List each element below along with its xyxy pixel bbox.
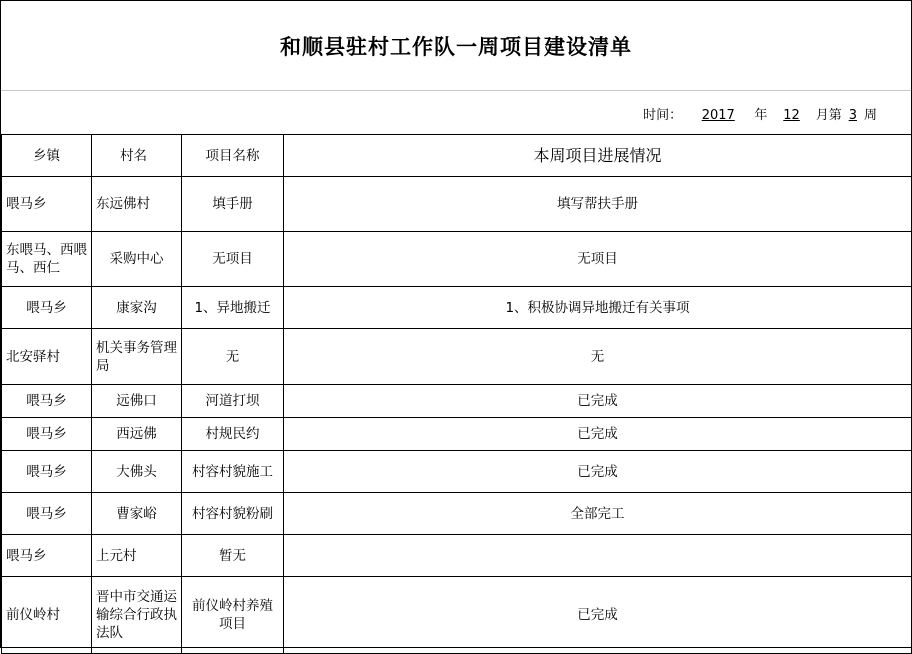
table-row bbox=[2, 577, 912, 654]
cell-village[interactable]: 机关事务管理局 bbox=[92, 329, 182, 385]
header-township[interactable]: 乡镇 bbox=[2, 135, 92, 177]
cell-progress[interactable]: 填写帮扶手册 bbox=[284, 177, 912, 232]
table-row bbox=[2, 493, 912, 535]
cell-village[interactable]: 大佛头 bbox=[92, 451, 182, 493]
cell-project[interactable]: 无 bbox=[182, 329, 284, 385]
cell-progress[interactable]: 已完成 bbox=[284, 451, 912, 493]
cell-progress[interactable]: 全部完工 bbox=[284, 493, 912, 535]
cell-project[interactable]: 村容村貌施工 bbox=[182, 451, 284, 493]
cell-progress[interactable]: 已完成 bbox=[284, 385, 912, 418]
cell-township[interactable]: 前仪岭村 bbox=[2, 577, 92, 654]
table-row bbox=[2, 451, 912, 493]
table-row bbox=[2, 329, 912, 385]
date-line bbox=[1, 91, 911, 134]
cell-progress[interactable]: 已完成 bbox=[284, 577, 912, 654]
header-progress[interactable]: 本周项目进展情况 bbox=[284, 135, 912, 177]
cell-village[interactable]: 曹家峪 bbox=[92, 493, 182, 535]
table-row bbox=[2, 232, 912, 287]
table-row bbox=[2, 418, 912, 451]
year-unit: 年 bbox=[754, 108, 768, 123]
project-table bbox=[1, 134, 912, 654]
table-row bbox=[2, 385, 912, 418]
cell-project[interactable]: 村容村貌粉刷 bbox=[182, 493, 284, 535]
cell-township[interactable]: 喂马乡 bbox=[2, 177, 92, 232]
cell-progress[interactable]: 无 bbox=[284, 329, 912, 385]
cell-project[interactable]: 填手册 bbox=[182, 177, 284, 232]
date-label: 时间： bbox=[643, 108, 683, 123]
table-row bbox=[2, 177, 912, 232]
cell-village[interactable]: 康家沟 bbox=[92, 287, 182, 329]
cell-township[interactable]: 喂马乡 bbox=[2, 535, 92, 577]
cell-township[interactable]: 北安驿村 bbox=[2, 329, 92, 385]
cell-township[interactable]: 喂马乡 bbox=[2, 493, 92, 535]
week-value: 3 bbox=[848, 108, 857, 123]
year-value: 2017 bbox=[701, 108, 735, 123]
cell-project[interactable]: 1、异地搬迁 bbox=[182, 287, 284, 329]
cell-project[interactable]: 暂无 bbox=[182, 535, 284, 577]
table-row bbox=[2, 287, 912, 329]
cell-progress[interactable]: 无项目 bbox=[284, 232, 912, 287]
cell-village[interactable]: 晋中市交通运输综合行政执法队 bbox=[92, 577, 182, 654]
cell-progress[interactable] bbox=[284, 535, 912, 577]
cell-village[interactable]: 采购中心 bbox=[92, 232, 182, 287]
cell-village[interactable]: 远佛口 bbox=[92, 385, 182, 418]
cell-township[interactable]: 喂马乡 bbox=[2, 451, 92, 493]
table-row bbox=[2, 535, 912, 577]
sheet-title: 和顺县驻村工作队一周项目建设清单 bbox=[1, 1, 911, 91]
cell-project[interactable]: 前仪岭村养殖项目 bbox=[182, 577, 284, 654]
header-village[interactable]: 村名 bbox=[92, 135, 182, 177]
cell-township[interactable]: 喂马乡 bbox=[2, 385, 92, 418]
cell-township[interactable]: 喂马乡 bbox=[2, 287, 92, 329]
cell-village[interactable]: 上元村 bbox=[92, 535, 182, 577]
cell-village[interactable]: 西远佛 bbox=[92, 418, 182, 451]
month-value: 12 bbox=[783, 108, 800, 123]
cell-township[interactable]: 喂马乡 bbox=[2, 418, 92, 451]
cell-village[interactable]: 东远佛村 bbox=[92, 177, 182, 232]
table-header-row bbox=[2, 135, 912, 177]
cell-progress[interactable]: 1、积极协调异地搬迁有关事项 bbox=[284, 287, 912, 329]
cell-project[interactable]: 无项目 bbox=[182, 232, 284, 287]
cell-township[interactable]: 东喂马、西喂马、西仁 bbox=[2, 232, 92, 287]
cell-project[interactable]: 村规民约 bbox=[182, 418, 284, 451]
cell-progress[interactable]: 已完成 bbox=[284, 418, 912, 451]
week-unit: 周 bbox=[863, 108, 877, 123]
cell-project[interactable]: 河道打坝 bbox=[182, 385, 284, 418]
month-unit: 月第 bbox=[815, 108, 842, 123]
header-project[interactable]: 项目名称 bbox=[182, 135, 284, 177]
